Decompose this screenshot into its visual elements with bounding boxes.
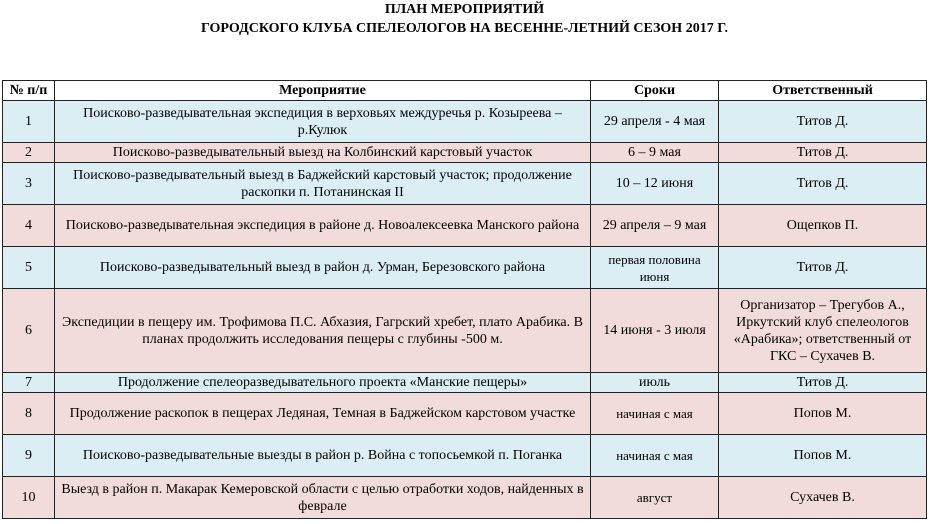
row-event: Поисково-разведывательный выезд на Колбинский карстовый участок xyxy=(55,143,591,163)
document-subtitle: ГОРОДСКОГО КЛУБА СПЕЛЕОЛОГОВ НА ВЕСЕННЕ-ЛЕТНИЙ СЕЗОН 2017 Г. xyxy=(200,21,729,36)
row-responsible: Титов Д. xyxy=(719,247,927,289)
table-row xyxy=(3,393,927,435)
row-responsible: Организатор – Трегубов А., Иркутский клуб спелеологов «Арабика»; ответственный от ГКС – Сухачев В. xyxy=(719,289,927,373)
row-dates: 6 – 9 мая xyxy=(591,143,719,163)
row-dates: 10 – 12 июня xyxy=(591,163,719,205)
row-responsible: Титов Д. xyxy=(719,373,927,393)
table-row xyxy=(3,143,927,163)
table-header-row xyxy=(3,81,927,101)
header-event: Мероприятие xyxy=(55,81,591,101)
row-responsible: Попов М. xyxy=(719,435,927,477)
row-event: Поисково-разведывательный выезд в Баджейский карстовый участок; продолжение раскопки п. Потанинская II xyxy=(55,163,591,205)
row-event: Продолжение раскопок в пещерах Ледяная, Темная в Баджейском карстовом участке xyxy=(55,393,591,435)
row-number: 9 xyxy=(3,435,55,477)
row-responsible: Титов Д. xyxy=(719,163,927,205)
row-event: Поисково-разведывательный выезд в район д. Урман, Березовского района xyxy=(55,247,591,289)
row-number: 7 xyxy=(3,373,55,393)
table-row xyxy=(3,289,927,373)
row-dates: начиная с мая xyxy=(591,435,719,477)
row-event: Поисково-разведывательная экспедиция в верховьях междуречья р. Козыреева – р.Кулюк xyxy=(55,101,591,143)
row-number: 5 xyxy=(3,247,55,289)
row-responsible: Ощепков П. xyxy=(719,205,927,247)
header-dates: Сроки xyxy=(591,81,719,101)
row-number: 2 xyxy=(3,143,55,163)
row-responsible: Попов М. xyxy=(719,393,927,435)
row-dates: первая половина июня xyxy=(591,247,719,289)
table-row xyxy=(3,101,927,143)
document-title: ПЛАН МЕРОПРИЯТИЙ xyxy=(384,2,545,17)
table-row xyxy=(3,247,927,289)
row-event: Продолжение спелеоразведывательного проекта «Манские пещеры» xyxy=(55,373,591,393)
table-row xyxy=(3,435,927,477)
row-dates: 14 июня - 3 июля xyxy=(591,289,719,373)
row-dates: 29 апреля – 9 мая xyxy=(591,205,719,247)
row-dates: август xyxy=(591,477,719,519)
row-number: 6 xyxy=(3,289,55,373)
row-responsible: Сухачев В. xyxy=(719,477,927,519)
row-event: Поисково-разведывательные выезды в район р. Война с топосьемкой п. Поганка xyxy=(55,435,591,477)
row-number: 4 xyxy=(3,205,55,247)
row-responsible: Титов Д. xyxy=(719,101,927,143)
table-row xyxy=(3,205,927,247)
row-event: Выезд в район п. Макарак Кемеровской области с целью отработки ходов, найденных в феврале xyxy=(55,477,591,519)
events-table xyxy=(2,80,927,519)
row-responsible: Титов Д. xyxy=(719,143,927,163)
header-number: № п/п xyxy=(3,81,55,101)
row-dates: июль xyxy=(591,373,719,393)
row-dates: начиная с мая xyxy=(591,393,719,435)
row-number: 1 xyxy=(3,101,55,143)
table-row xyxy=(3,163,927,205)
row-number: 3 xyxy=(3,163,55,205)
row-dates: 29 апреля - 4 мая xyxy=(591,101,719,143)
table-row xyxy=(3,373,927,393)
row-event: Поисково-разведывательная экспедиция в районе д. Новоалексеевка Манского района xyxy=(55,205,591,247)
row-event: Экспедиции в пещеру им. Трофимова П.С. Абхазия, Гагрский хребет, плато Арабика. В планах продолжить исследования пещеры с глубины -500 м. xyxy=(55,289,591,373)
row-number: 8 xyxy=(3,393,55,435)
table-row xyxy=(3,477,927,519)
row-number: 10 xyxy=(3,477,55,519)
header-responsible: Ответственный xyxy=(719,81,927,101)
